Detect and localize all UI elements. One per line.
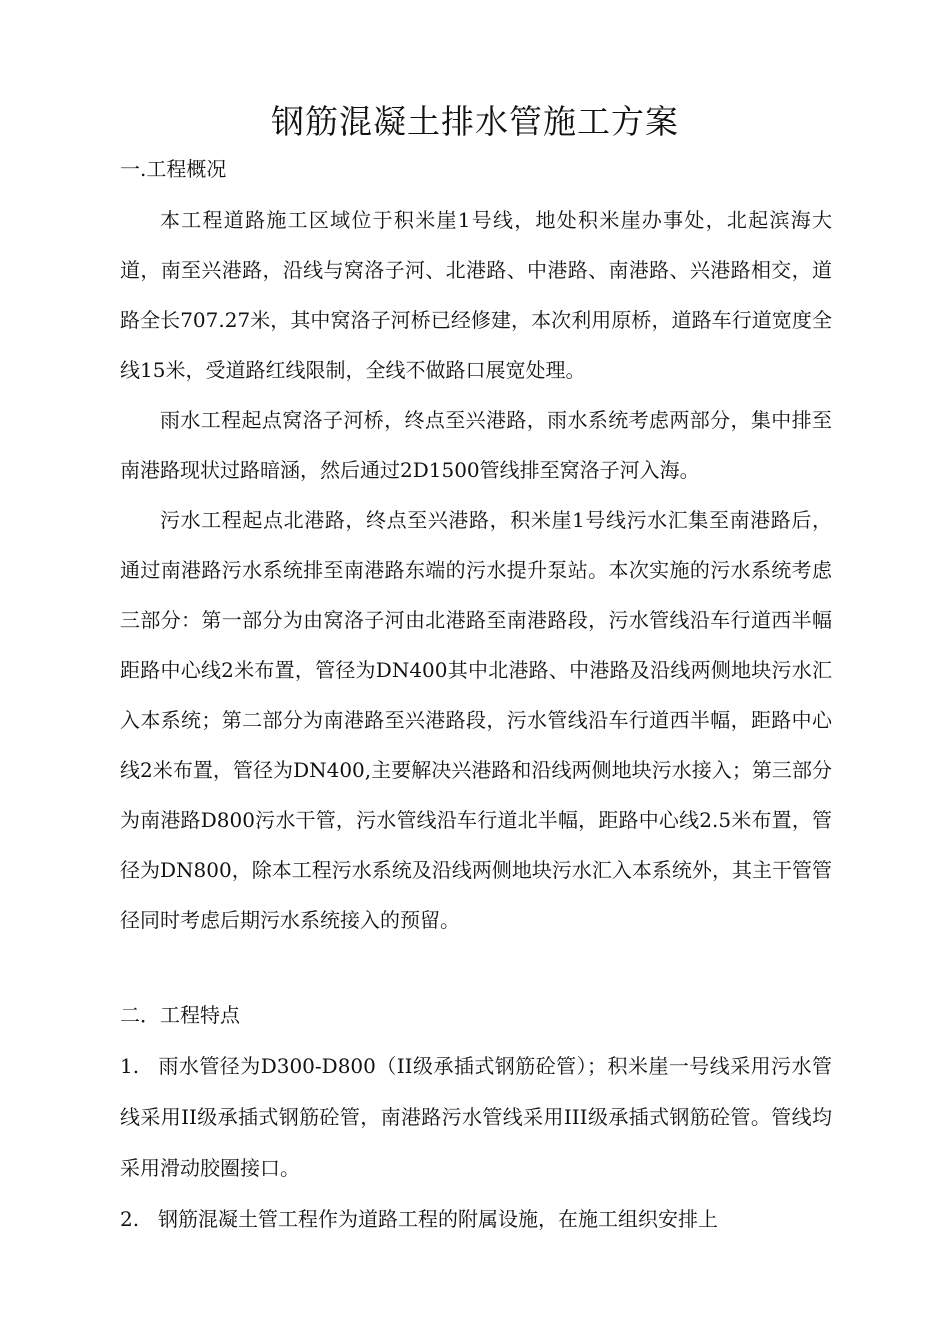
list-item-number: 2. (120, 1207, 140, 1231)
list-item (120, 1194, 832, 1245)
list-item-text: 雨水管径为D300-D800（II级承插式钢筋砼管）；积米崖一号线采用污水管线采用II级承插式钢筋砼管，南港路污水管线采用III级承插式钢筋砼管。管线均采用滑动胶圈接口。 (120, 1054, 832, 1180)
paragraph-sewage: 污水工程起点北港路，终点至兴港路，积米崖1号线污水汇集至南港路后，通过南港路污水系统排至南港路东端的污水提升泵站。本次实施的污水系统考虑三部分：第一部分为由窝洛子河由北港路至南港路段，污水管线沿车行道西半幅距路中心线2米布置，管径为DN400其中北港路、中港路及沿线两侧地块污水汇入本系统；第二部分为南港路至兴港路段，污水管线沿车行道西半幅，距路中心线2米布置，管径为DN400,主要解决兴港路和沿线两侧地块污水接入；第三部分为南港路D800污水干管，污水管线沿车行道北半幅，距路中心线2.5米布置，管径为DN800，除本工程污水系统及沿线两侧地块污水汇入本系统外，其主干管管径同时考虑后期污水系统接入的预留。 (120, 508, 832, 932)
list-item-text: 钢筋混凝土管工程作为道路工程的附属设施，在施工组织安排上 (158, 1207, 718, 1231)
section-heading-overview: 一.工程概况 (120, 157, 227, 181)
section-heading-features: 二．工程特点 (120, 1003, 240, 1027)
list-item (120, 1041, 832, 1194)
list-item-number: 1. (120, 1054, 140, 1078)
document-title: 钢筋混凝土排水管施工方案 (271, 102, 679, 141)
paragraph-road-overview: 本工程道路施工区域位于积米崖1号线，地处积米崖办事处，北起滨海大道，南至兴港路，沿线与窝洛子河、北港路、中港路、南港路、兴港路相交，道路全长707.27米，其中窝洛子河桥已经修建，本次利用原桥，道路车行道宽度全线15米，受道路红线限制，全线不做路口展宽处理。 (120, 208, 832, 382)
paragraph-rainwater: 雨水工程起点窝洛子河桥，终点至兴港路，雨水系统考虑两部分，集中排至南港路现状过路暗涵，然后通过2D1500管线排至窝洛子河入海。 (120, 408, 832, 482)
